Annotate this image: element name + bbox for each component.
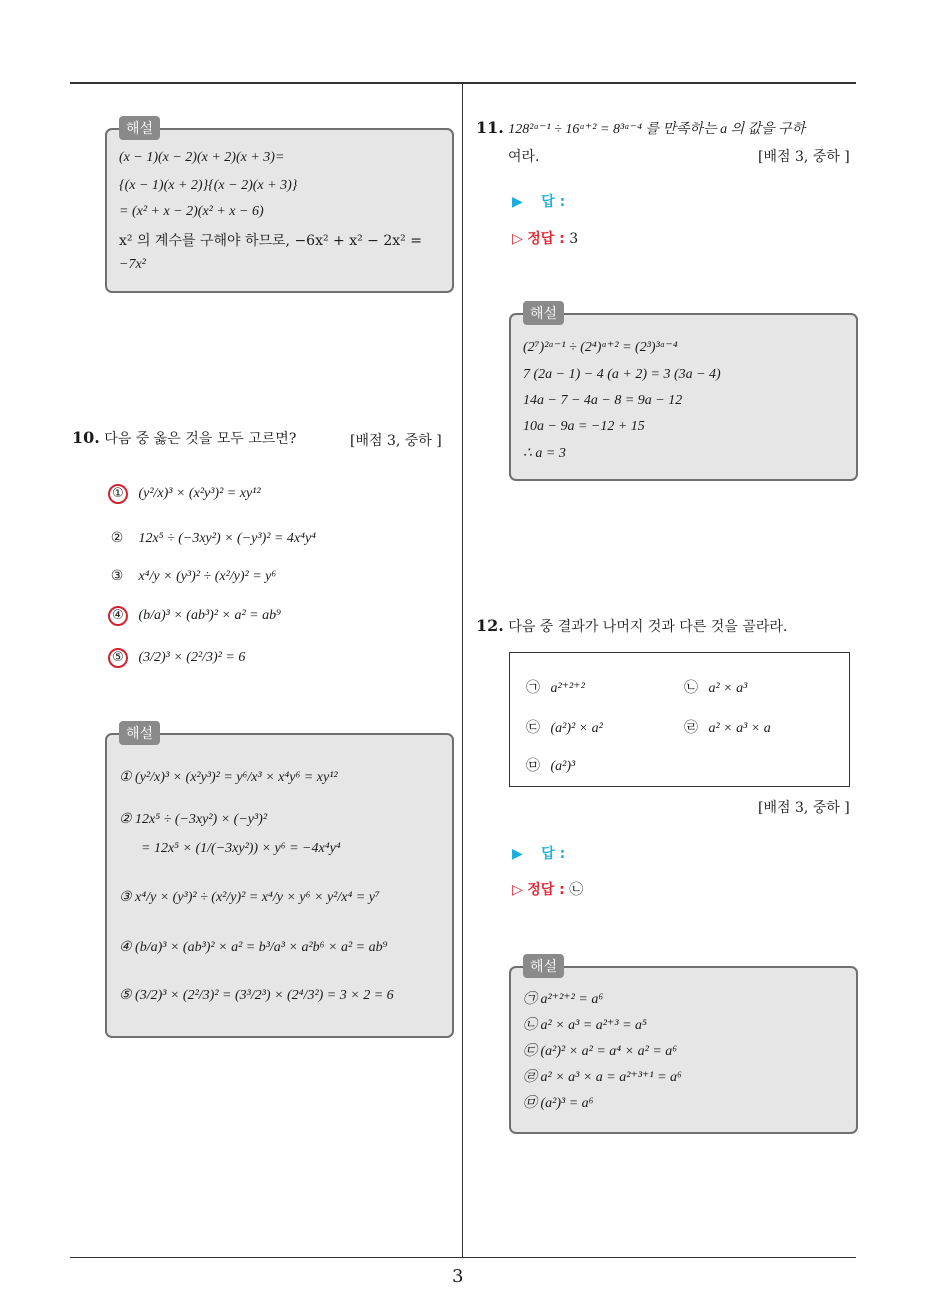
top-rule [70, 82, 856, 84]
page-number: 3 [452, 1266, 464, 1287]
option-mark: ㉤ [526, 758, 540, 774]
q12-explain-line: ㉣ a² × a³ × a = a²⁺³⁺¹ = a⁶ [523, 1070, 682, 1085]
q12-option-a[interactable] [526, 677, 585, 697]
q12-options-box [509, 652, 850, 787]
play-icon: ▶ [512, 194, 523, 210]
option-expr: (y²/x)³ × (x²y³)² = xy¹² [138, 486, 261, 501]
q12-explain-box [509, 959, 858, 1134]
correct-label: 정답 : [527, 882, 565, 898]
q9-explain-line: {(x − 1)(x + 2)}{(x − 2)(x + 3)} [119, 178, 298, 193]
q11-question [476, 118, 805, 138]
q9-explain-box [105, 121, 454, 293]
q11-answer-row[interactable] [512, 191, 565, 211]
option-expr: (a²)³ [550, 759, 576, 774]
q11-correct-row [512, 228, 578, 248]
q10-explain-line: ② 12x⁵ ÷ (−3xy²) × (−y³)² [119, 812, 268, 827]
q11-score: [배점 3, 중하 ] [758, 149, 850, 165]
option-mark-circled: ⑤ [108, 648, 128, 668]
play-icon: ▶ [512, 846, 523, 862]
option-mark: ② [110, 530, 124, 546]
q10-option-2[interactable] [108, 530, 316, 547]
explain-tag: 해설 [523, 954, 564, 978]
q12-score: [배점 3, 중하 ] [758, 800, 850, 816]
q9-explain-line: x² 의 계수를 구해야 하므로, −6x² + x² − 2x² = [119, 233, 422, 249]
q10-explain-line: ⑤ (3/2)³ × (2²/3)² = (3³/2³) × (2⁴/3²) = 3 × 2 = 6 [119, 988, 394, 1003]
option-expr: a²⁺²⁺² [550, 681, 585, 696]
q11-explain-box [509, 306, 858, 481]
q12-number: 12. [476, 616, 504, 635]
answer-label: 답 : [541, 194, 566, 210]
q12-option-e[interactable] [526, 755, 575, 775]
q12-option-c[interactable] [526, 717, 603, 737]
explain-tag: 해설 [119, 721, 160, 745]
q12-explain-line: ㉤ (a²)³ = a⁶ [523, 1096, 594, 1111]
q12-explain-line: ㉢ (a²)² × a² = a⁴ × a² = a⁶ [523, 1044, 678, 1059]
q10-explain-line: ④ (b/a)³ × (ab³)² × a² = b³/a³ × a²b⁶ × a² = ab⁹ [119, 940, 388, 955]
q9-explain-line: (x − 1)(x − 2)(x + 2)(x + 3)= [119, 150, 285, 165]
q12-correct-row [512, 879, 583, 899]
option-expr: (a²)² × a² [550, 721, 603, 736]
option-mark: ③ [110, 568, 124, 584]
q11-explain-line: 14a − 7 − 4a − 8 = 9a − 12 [523, 393, 683, 408]
q10-explain-line: ① (y²/x)³ × (x²y³)² = y⁶/x³ × x⁴y⁶ = xy¹² [119, 770, 338, 785]
option-expr: (3/2)³ × (2²/3)² = 6 [138, 650, 246, 665]
q12-answer-row[interactable] [512, 843, 565, 863]
q11-explain-line: ∴ a = 3 [523, 446, 566, 461]
option-expr: a² × a³ [708, 681, 748, 696]
q12-correct-answer: ㉡ [569, 882, 584, 898]
q12-explain-line: ㉠ a²⁺²⁺² = a⁶ [523, 992, 604, 1007]
option-mark: ㉣ [684, 720, 698, 736]
q11-explain-line: 7 (2a − 1) − 4 (a + 2) = 3 (3a − 4) [523, 367, 721, 382]
q10-option-5[interactable] [108, 648, 245, 668]
q12-explain-line: ㉡ a² × a³ = a²⁺³ = a⁵ [523, 1018, 647, 1033]
q12-text: 다음 중 결과가 나머지 것과 다른 것을 골라라. [508, 619, 788, 635]
q12-option-b[interactable] [684, 677, 747, 697]
q9-explain-line: = (x² + x − 2)(x² + x − 6) [119, 204, 264, 219]
option-mark: ㉢ [526, 720, 540, 736]
explain-tag: 해설 [119, 116, 160, 140]
q11-correct-answer: 3 [569, 231, 579, 247]
option-mark: ㉡ [684, 680, 698, 696]
bottom-rule [70, 1257, 856, 1258]
q10-text: 다음 중 옳은 것을 모두 고르면? [104, 431, 297, 447]
q10-question [72, 428, 296, 448]
q12-option-d[interactable] [684, 717, 771, 737]
q10-score: [배점 3, 중하 ] [350, 433, 442, 449]
q9-explain-line: −7x² [119, 257, 146, 272]
option-mark-circled: ④ [108, 606, 128, 626]
q10-explain-line: ③ x⁴/y × (y³)² ÷ (x²/y)² = x⁴/y × y⁶ × y²/x⁴ = y⁷ [119, 890, 380, 905]
q11-text-cont: 여라. [508, 149, 540, 165]
q11-number: 11. [476, 118, 504, 137]
answer-label: 답 : [541, 846, 566, 862]
option-expr: a² × a³ × a [708, 721, 771, 736]
q10-option-1[interactable] [108, 484, 261, 504]
option-mark: ㉠ [526, 680, 540, 696]
triangle-outline-icon: ▷ [512, 231, 523, 247]
q12-question [476, 616, 787, 636]
option-expr: (b/a)³ × (ab³)² × a² = ab⁹ [138, 608, 281, 623]
q11-text: 128²ᵃ⁻¹ ÷ 16ᵃ⁺² = 8³ᵃ⁻⁴ 를 만족하는 a 의 값을 구하 [508, 122, 806, 137]
option-mark-circled: ① [108, 484, 128, 504]
q10-explain-line: = 12x⁵ × (1/(−3xy²)) × y⁶ = −4x⁴y⁴ [141, 841, 341, 856]
correct-label: 정답 : [527, 231, 565, 247]
q10-option-4[interactable] [108, 606, 281, 626]
q11-explain-line: 10a − 9a = −12 + 15 [523, 419, 645, 434]
explain-tag: 해설 [523, 301, 564, 325]
q10-number: 10. [72, 428, 100, 447]
column-divider [462, 84, 463, 1258]
triangle-outline-icon: ▷ [512, 882, 523, 898]
q10-option-3[interactable] [108, 568, 276, 585]
option-expr: x⁴/y × (y³)² ÷ (x²/y)² = y⁶ [138, 569, 277, 584]
q11-explain-line: (2⁷)²ᵃ⁻¹ ÷ (2⁴)ᵃ⁺² = (2³)³ᵃ⁻⁴ [523, 340, 678, 355]
option-expr: 12x⁵ ÷ (−3xy²) × (−y³)² = 4x⁴y⁴ [138, 531, 317, 546]
q10-explain-box [105, 726, 454, 1038]
